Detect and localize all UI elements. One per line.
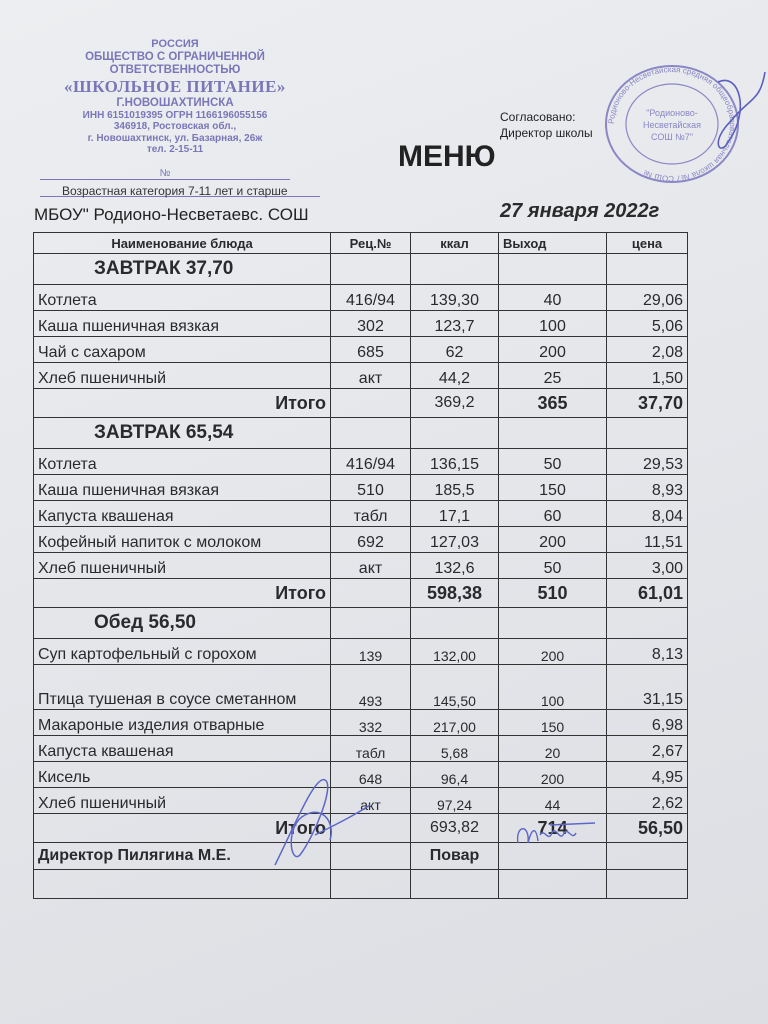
stamp-name: «ШКОЛЬНОЕ ПИТАНИЕ» — [64, 77, 286, 97]
stamp-line1: ОБЩЕСТВО С ОГРАНИЧЕННОЙ — [85, 50, 265, 63]
price: 2,08 — [607, 337, 688, 363]
director-name: Директор Пилягина М.Е. — [34, 843, 331, 870]
empty-cell — [331, 579, 411, 608]
col-header-kcal: ккал — [411, 233, 499, 254]
kcal: 185,5 — [411, 475, 499, 501]
section-header — [34, 254, 688, 285]
cook-signature — [510, 815, 600, 855]
total-yield: 510 — [499, 579, 607, 608]
yield: 20 — [499, 736, 607, 762]
yield: 150 — [499, 710, 607, 736]
stamp-address2: г. Новошахтинск, ул. Базарная, 26ж — [87, 132, 263, 144]
recipe-number: 139 — [331, 639, 411, 665]
section-header — [34, 608, 688, 639]
table-row — [34, 639, 688, 665]
dish-name: Каша пшеничная вязкая — [34, 475, 331, 501]
price: 3,00 — [607, 553, 688, 579]
yield: 40 — [499, 285, 607, 311]
recipe-number: акт — [331, 363, 411, 389]
recipe-number: табл — [331, 736, 411, 762]
yield: 44 — [499, 788, 607, 814]
total-price: 56,50 — [607, 814, 688, 843]
total-price: 61,01 — [607, 579, 688, 608]
total-row — [34, 579, 688, 608]
empty-cell — [607, 418, 688, 449]
stamp-address1: 346918, Ростовская обл., — [113, 121, 237, 133]
recipe-number: акт — [331, 553, 411, 579]
yield: 200 — [499, 527, 607, 553]
stamp-ids: ИНН 6151019395 ОГРН 1166196055156 — [82, 109, 268, 121]
empty-cell — [607, 608, 688, 639]
dish-name: Капуста квашеная — [34, 736, 331, 762]
col-header-yield: Выход — [499, 233, 607, 254]
recipe-number: 416/94 — [331, 285, 411, 311]
col-header-price: цена — [607, 233, 688, 254]
price: 8,93 — [607, 475, 688, 501]
recipe-number: 416/94 — [331, 449, 411, 475]
total-kcal: 693,82 — [411, 814, 499, 843]
kcal: 44,2 — [411, 363, 499, 389]
kcal: 5,68 — [411, 736, 499, 762]
empty-cell — [411, 254, 499, 285]
empty-cell — [331, 418, 411, 449]
empty-cell — [607, 254, 688, 285]
dish-name: Хлеб пшеничный — [34, 363, 331, 389]
col-header-dish: Наименование блюда — [34, 233, 331, 254]
recipe-number: 302 — [331, 311, 411, 337]
kcal: 62 — [411, 337, 499, 363]
price: 8,13 — [607, 639, 688, 665]
kcal: 132,6 — [411, 553, 499, 579]
kcal: 97,24 — [411, 788, 499, 814]
table-row — [34, 710, 688, 736]
dish-name: Птица тушеная в соусе сметанном — [34, 665, 331, 710]
dish-name: Макароные изделия отварные — [34, 710, 331, 736]
table-row — [34, 311, 688, 337]
section-header — [34, 418, 688, 449]
yield: 100 — [499, 665, 607, 710]
table-row — [34, 285, 688, 311]
kcal: 123,7 — [411, 311, 499, 337]
dish-name: Чай с сахаром — [34, 337, 331, 363]
empty-cell — [499, 418, 607, 449]
dish-name: Хлеб пшеничный — [34, 788, 331, 814]
round-stamp-text: Родионово-Несветайская средняя общеобразовательная школа №7 СОШ № — [606, 64, 738, 184]
svg-text:СОШ №7": СОШ №7" — [651, 132, 693, 142]
total-price: 37,70 — [607, 389, 688, 418]
stamp-line2: ОТВЕТСТВЕННОСТЬЮ — [109, 63, 241, 76]
table-row — [34, 449, 688, 475]
total-label: Итого — [34, 814, 331, 843]
total-kcal: 369,2 — [411, 389, 499, 418]
yield: 200 — [499, 337, 607, 363]
empty-cell — [331, 254, 411, 285]
kcal: 132,00 — [411, 639, 499, 665]
col-header-recipe: Рец.№ — [331, 233, 411, 254]
price: 4,95 — [607, 762, 688, 788]
approval-block — [500, 109, 593, 141]
empty-cell — [499, 254, 607, 285]
yield: 60 — [499, 501, 607, 527]
approval-label: Согласовано: — [500, 110, 576, 124]
kcal: 145,50 — [411, 665, 499, 710]
empty-cell — [499, 870, 607, 899]
yield: 50 — [499, 553, 607, 579]
school-round-stamp — [600, 62, 768, 192]
section-title: ЗАВТРАК 65,54 — [34, 418, 331, 449]
age-category: Возрастная категория 7-11 лет и старше — [62, 184, 288, 198]
yield: 100 — [499, 311, 607, 337]
yield: 50 — [499, 449, 607, 475]
price: 8,04 — [607, 501, 688, 527]
total-kcal: 598,38 — [411, 579, 499, 608]
dish-name: Капуста квашеная — [34, 501, 331, 527]
total-row — [34, 389, 688, 418]
page-title: МЕНЮ — [398, 140, 496, 173]
price: 29,06 — [607, 285, 688, 311]
stamp-number-line: № — [40, 168, 290, 180]
recipe-number: 648 — [331, 762, 411, 788]
svg-text:"Родионово-: "Родионово- — [646, 108, 698, 118]
kcal: 139,30 — [411, 285, 499, 311]
price: 2,67 — [607, 736, 688, 762]
empty-cell — [331, 608, 411, 639]
dish-name: Суп картофельный с горохом — [34, 639, 331, 665]
empty-cell — [331, 389, 411, 418]
dish-name: Котлета — [34, 285, 331, 311]
dish-name: Каша пшеничная вязкая — [34, 311, 331, 337]
company-stamp — [40, 38, 310, 156]
dish-name: Кисель — [34, 762, 331, 788]
kcal: 127,03 — [411, 527, 499, 553]
yield: 200 — [499, 762, 607, 788]
recipe-number: 510 — [331, 475, 411, 501]
table-row — [34, 665, 688, 710]
total-yield: 714 — [499, 814, 607, 843]
empty-cell — [411, 608, 499, 639]
section-title: ЗАВТРАК 37,70 — [34, 254, 331, 285]
recipe-number: 493 — [331, 665, 411, 710]
price: 31,15 — [607, 665, 688, 710]
stamp-city: Г.НОВОШАХТИНСКА — [116, 96, 234, 109]
price: 2,62 — [607, 788, 688, 814]
table-row — [34, 475, 688, 501]
svg-text:Несветайская: Несветайская — [643, 120, 701, 130]
yield: 200 — [499, 639, 607, 665]
stamp-country: РОССИЯ — [151, 38, 199, 50]
kcal: 136,15 — [411, 449, 499, 475]
table-row — [34, 337, 688, 363]
table-row — [34, 501, 688, 527]
table-row — [34, 736, 688, 762]
recipe-number: 685 — [331, 337, 411, 363]
yield: 25 — [499, 363, 607, 389]
total-label: Итого — [34, 389, 331, 418]
price: 11,51 — [607, 527, 688, 553]
empty-cell — [607, 870, 688, 899]
dish-name: Котлета — [34, 449, 331, 475]
total-yield: 365 — [499, 389, 607, 418]
price: 29,53 — [607, 449, 688, 475]
total-label: Итого — [34, 579, 331, 608]
section-title: Обед 56,50 — [34, 608, 331, 639]
kcal: 96,4 — [411, 762, 499, 788]
empty-cell — [499, 608, 607, 639]
price: 1,50 — [607, 363, 688, 389]
table-row — [34, 363, 688, 389]
table-row — [34, 527, 688, 553]
cook-label: Повар — [411, 843, 499, 870]
table-header — [34, 233, 688, 254]
stamp-phone: тел. 2-15-11 — [146, 144, 204, 156]
price: 5,06 — [607, 311, 688, 337]
menu-date: 27 января 2022г — [500, 200, 660, 222]
dish-name: Хлеб пшеничный — [34, 553, 331, 579]
approval-position: Директор школы — [500, 126, 593, 140]
price: 6,98 — [607, 710, 688, 736]
director-signature — [255, 765, 375, 875]
empty-cell — [607, 843, 688, 870]
empty-cell — [411, 418, 499, 449]
empty-cell — [411, 870, 499, 899]
kcal: 217,00 — [411, 710, 499, 736]
school-name: МБОУ" Родионо-Несветаевс. СОШ — [34, 205, 309, 224]
table-row — [34, 553, 688, 579]
yield: 150 — [499, 475, 607, 501]
recipe-number: 692 — [331, 527, 411, 553]
recipe-number: акт — [331, 788, 411, 814]
kcal: 17,1 — [411, 501, 499, 527]
recipe-number: табл — [331, 501, 411, 527]
recipe-number: 332 — [331, 710, 411, 736]
dish-name: Кофейный напиток с молоком — [34, 527, 331, 553]
